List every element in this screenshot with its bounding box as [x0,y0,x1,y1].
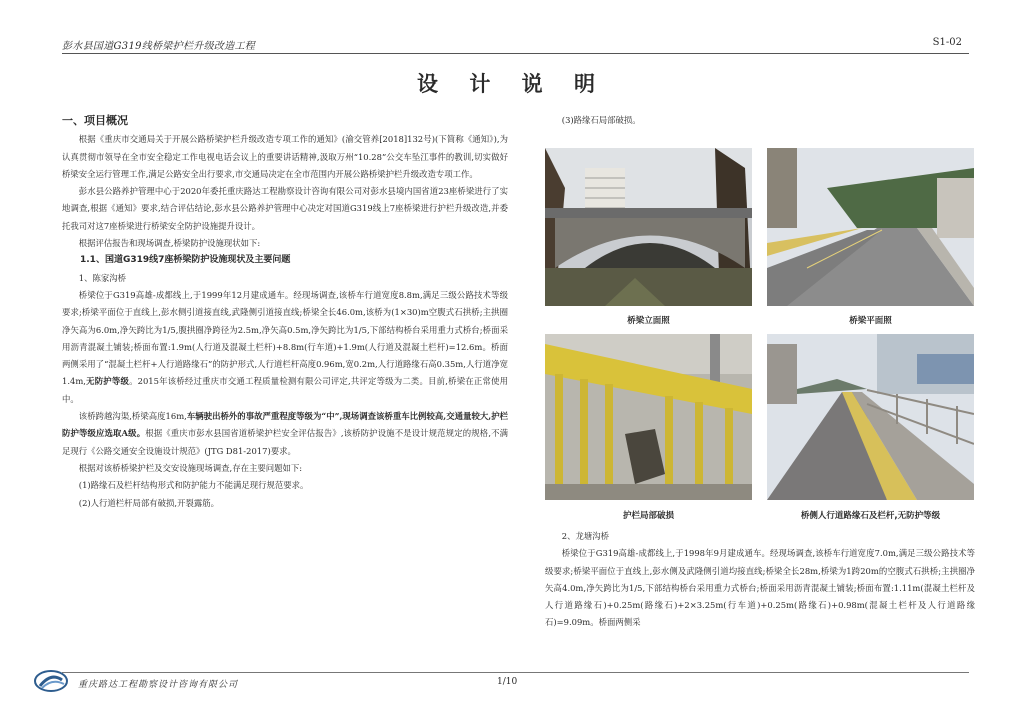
paragraph: 桥梁位于G319高雄-成都线上,于1998年9月建成通车。经现场调查,该桥车行道宽度7.0m,满足三级公路技术等级要求;桥梁平面位于直线上,彭水侧及武隆侧引道均接直线;桥梁全长28m,桥梁为1跨20m的空腹式石拱桥;主拱圈净矢高4.0m,净矢跨比为1/5,下部结构桥台采用重力式桥台;桥面采用沥青混凝土铺装;桥面布置:1.11m(混凝土栏杆及人行道路缘石)+0.25m(路缘石)+2×3.25m(行车道)+0.25m(路缘石)+0.98m(混凝土栏杆及人行道路缘石)=9.09m。桥面两侧采 [545,548,975,628]
footer-divider [62,672,969,673]
bridge-title: 2、龙塘沟桥 [561,531,609,541]
company-logo [34,670,68,692]
photo-caption: 桥侧人行道路缘石及栏杆,无防护等级 [800,511,941,521]
text-span: 该桥跨越沟渠,桥梁高度16m, [78,411,187,422]
right-column-lower [545,528,975,632]
subsection-heading: 1.1、国道G319线7座桥梁防护设施现状及主要问题 [80,255,291,266]
bold-text: 车辆驶出桥外的事故严重程度等级为“中”,现场调查该桥重车比例较高,交通量较大,护栏防护等级应选取A级。 [62,411,508,439]
issue-item: (3)路缘石局部破损。 [561,115,641,125]
header-drawing-number: S1-02 [932,37,962,48]
photo-caption: 护栏局部破损 [622,511,674,521]
sidewalk-railing-photo [767,334,974,500]
bold-text: 无防护等级 [85,376,130,387]
issue-item: (1)路缘石及栏杆结构形式和防护能力不能满足现行规范要求。 [78,480,309,491]
left-column [62,112,508,512]
bridge-title: 1、陈家沟桥 [78,272,126,283]
header-project-title: 彭水县国道G319线桥梁护栏升级改造工程 [62,41,256,52]
bridge-elevation-photo [545,148,752,306]
photo-caption: 桥梁平面照 [849,316,892,326]
paragraph [62,408,508,460]
text-span: 桥梁位于G319高雄-成都线上,于1999年12月建成通车。经现场调查,该桥车行道宽度8.8m,满足三级公路技术等级要求;桥梁平面位于直线上,彭水侧引道接直线,武隆侧引道接直线;桥梁全长46.0m,该桥为(1×30)m空腹式石拱桥;主拱圈净矢高为6.0m,净矢跨比为1/5,腹拱圈净跨径为2.5m,净矢高0.5m,净矢跨比为1/5,下部结构桥台采用重力式桥台;桥面采用沥青混凝土铺装;桥面布置:1.9m(人行道及混凝土栏杆)+8.8m(行车道)+1.9m(人行道及混凝土栏杆)=12.6m。桥面两侧采用了“混凝土栏杆+人行道路缘石”的防护形式,人行道栏杆高度0.96m,宽0.2m,人行道路缘石高0.35m,人行道净宽1.4m, [62,289,508,387]
guardrail-damage-photo [545,334,752,500]
document-title: 设 计 说 明 [417,71,607,96]
text-span: 。2015年该桥经过重庆市交通工程质量检测有限公司评定,共评定等级为二类。目前,桥梁在正常使用中。 [62,376,508,404]
issue-item: (2)人行道栏杆局部有破损,开裂露筋。 [78,497,219,508]
page-number: 1/10 [497,677,518,687]
footer-company: 重庆路达工程勘察设计咨询有限公司 [78,680,239,690]
paragraph [62,287,508,408]
section-heading: 一、项目概况 [62,114,128,127]
paragraph: 根据评估报告和现场调查,桥梁防护设施现状如下: [78,238,261,249]
paragraph: 根据《重庆市交通局关于开展公路桥梁护栏升级改造专项工作的通知》(渝交管养[2018]132号)(下简称《通知》),为认真贯彻市领导在全市安全稳定工作电视电话会议上的重要讲话精神,汲取万州“10.28”公交车坠江事件的教训,切实做好桥梁安全运行管理工作,满足公路安全出行要求,市交通局决定在全市范围内开展公路桥梁护栏升级改造专项工作。 [62,134,508,179]
text-span: 根据《重庆市彭水县国省道桥梁护栏安全评估报告》,该桥防护设施不是设计规范规定的规格,不满足现行《公路交通安全设施设计规范》(JTG D81-2017)要求。 [62,428,508,456]
paragraph: 根据对该桥桥梁护栏及交安设施现场调查,存在主要问题如下: [78,462,303,473]
photo-caption: 桥梁立面照 [627,316,670,326]
paragraph: 彭水县公路养护管理中心于2020年委托重庆路达工程勘察设计咨询有限公司对彭水县境内国省道23座桥梁进行了实地调查,根据《通知》要求,结合评估结论,彭水县公路养护管理中心决定对国道G319线上7座桥梁进行护栏升级改造,并委托我司对这7座桥梁进行桥梁安全防护设施提升设计。 [62,186,508,231]
bridge-plan-photo [767,148,974,306]
right-column [545,112,975,129]
header-divider [62,53,969,54]
